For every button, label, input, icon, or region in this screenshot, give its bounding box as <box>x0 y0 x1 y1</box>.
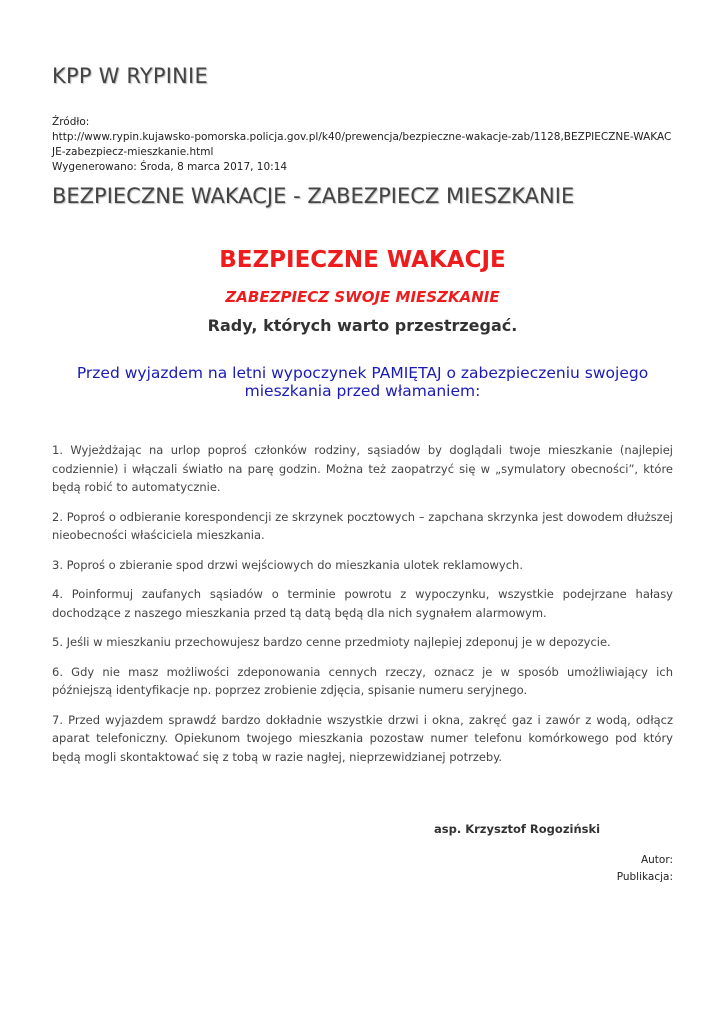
intro-line-2: mieszkania przed włamaniem: <box>244 382 481 400</box>
article-title: BEZPIECZNE WAKACJE - ZABEZPIECZ MIESZKANIE <box>52 184 575 208</box>
article-heading: BEZPIECZNE WAKACJE <box>219 247 506 273</box>
footer-meta <box>52 852 673 886</box>
tips-list <box>52 441 673 777</box>
source-url[interactable]: http://www.rypin.kujawsko-pomorska.policja.gov.pl/k40/prewencja/bezpieczne-wakacje-zab/1128,BEZPIECZNE-WAKACJE-zabezpiecz-mieszkanie.html <box>52 131 672 158</box>
source-meta <box>52 115 673 175</box>
tip-item: 4. Poinformuj zaufanych sąsiadów o terminie powrotu z wypoczynku, wszystkie podejrzane hałasy dochodzące z naszego mieszkania przed tą datą będą dla nich sygnałem alarmowym. <box>52 587 673 620</box>
generated-date: Wygenerowano: Środa, 8 marca 2017, 10:14 <box>52 161 288 173</box>
tip-item: 5. Jeśli w mieszkaniu przechowujesz bardzo cenne przedmioty najlepiej zdeponuj je w depozycie. <box>52 635 611 649</box>
tip-item: 7. Przed wyjazdem sprawdź bardzo dokładnie wszystkie drzwi i okna, zakręć gaz i zawór z wodą, odłącz aparat telefoniczny. Opiekunom twojego mieszkania pozostaw numer telefonu komórkowego pod który będą mogli skontaktować się z tobą w razie nagłej, nieprzewidzianej potrzeby. <box>52 712 673 764</box>
signature: asp. Krzysztof Rogoziński <box>434 822 601 836</box>
article-subheading: ZABEZPIECZ SWOJE MIESZKANIE <box>225 288 500 306</box>
site-title: KPP W RYPINIE <box>52 64 208 88</box>
intro-line-1: Przed wyjazdem na letni wypoczynek PAMIĘTAJ o zabezpieczeniu swojego <box>76 364 649 382</box>
source-label: Źródło: <box>52 116 90 128</box>
tip-item: 6. Gdy nie masz możliwości zdeponowania cennych rzeczy, oznacz je w sposób umożliwiający ich późniejszą identyfikacje np. poprzez zrobienie zdjęcia, spisanie numeru seryjnego. <box>52 664 673 697</box>
tip-item: 1. Wyjeżdżając na urlop poproś członków rodziny, sąsiadów by doglądali twoje mieszkanie (najlepiej codziennie) i włączali światło na parę godzin. Można też zaopatrzyć się w „symulatory obecności”, które będą robić to automatycznie. <box>52 443 673 494</box>
advice-heading: Rady, których warto przestrzegać. <box>207 316 518 335</box>
publication-label: Publikacja: <box>616 871 673 883</box>
tip-item: 3. Poproś o zbieranie spod drzwi wejściowych do mieszkania ulotek reklamowych. <box>52 557 524 572</box>
intro-text <box>52 364 673 400</box>
author-label: Autor: <box>640 854 673 866</box>
tip-item: 2. Poproś o odbieranie korespondencji ze skrzynek pocztowych – zapchana skrzynka jest dowodem dłuższej nieobecności właściciela mieszkania. <box>52 509 673 542</box>
